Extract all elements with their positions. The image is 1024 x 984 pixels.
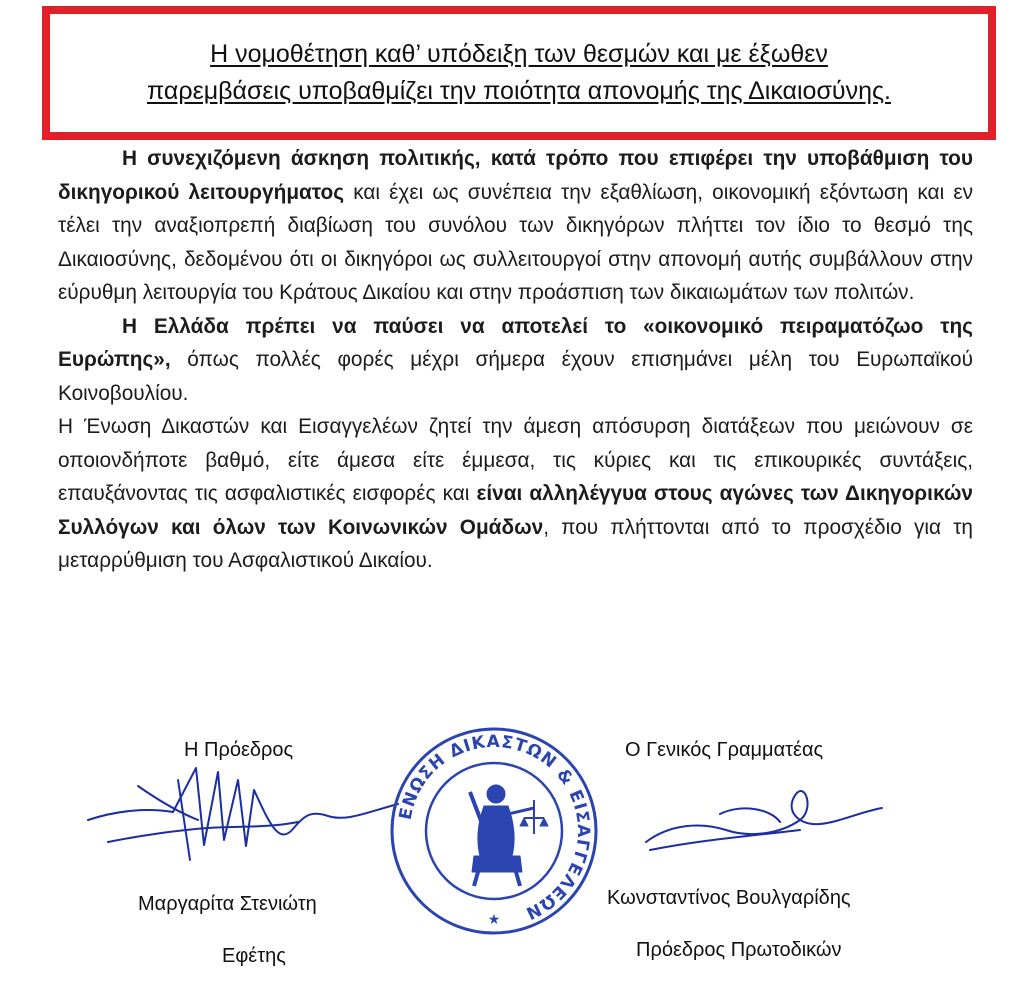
svg-text:★: ★ [487, 911, 501, 927]
paragraph-2-bold: Η Ελλάδα πρέπει να παύσει να αποτελεί το «οικονομικό πειραματόζωο της Ευρώπης», [58, 314, 973, 371]
right-signatory-role: Ο Γενικός Γραμματέας [625, 739, 824, 761]
paragraph-3-text-b: , που πλήττονται από το προσχέδιο για τη μεταρρύθμιση του Ασφαλιστικού Δικαίου. [58, 515, 973, 572]
headline-line-2: παρεμβάσεις υποβαθμίζει την ποιότητα απονομής της Δικαιοσύνης. [147, 77, 891, 105]
statement-body [58, 142, 973, 578]
left-signatory-role: Η Πρόεδρος [184, 739, 294, 761]
right-signatory-title: Πρόεδρος Πρωτοδικών [636, 939, 842, 961]
paragraph-3-bold: είναι αλληλέγγυα στους αγώνες των Δικηγορικών Συλλόγων και όλων των Κοινωνικών Ομάδων [58, 482, 973, 539]
headline [50, 14, 988, 110]
paragraph-2 [58, 310, 973, 411]
headline-frame [42, 6, 996, 140]
left-signatory-name: Μαργαρίτα Στενιώτη [138, 893, 317, 915]
right-signatory-name: Κωνσταντίνος Βουλγαρίδης [607, 887, 851, 909]
paragraph-3-text-a: Η Ένωση Δικαστών και Εισαγγελέων ζητεί την άμεση απόσυρση διατάξεων που μειώνουν σε οποιονδήποτε βαθμό, είτε άμεσα είτε έμμεσα, τις κύριες και τις επικουρικές συντάξεις, επαυξάνοντας τις ασφαλιστικές εισφορές και [58, 415, 973, 505]
paragraph-2-text: όπως πολλές φορές μέχρι σήμερα έχουν επισημάνει μέλη του Ευρωπαϊκού Κοινοβουλίου. [58, 348, 973, 405]
paragraph-1-text: και έχει ως συνέπεια την εξαθλίωση, οικονομική εξόντωση και εν τέλει την αναξιοπρεπή διαβίωση του συνόλου των δικηγόρων πλήττει τον ίδιο το θεσμό της Δικαιοσύνης, δεδομένου ότι οι δικηγόροι ως συλλειτουργοί στην απονομή αυτής συμβάλλουν στην εύρυθμη λειτουργία του Κράτους Δικαίου και στην προάσπιση των δικαιωμάτων των πολιτών. [58, 180, 974, 304]
left-signatory-title: Εφέτης [222, 945, 286, 967]
union-seal [388, 722, 600, 940]
right-signature [630, 764, 890, 864]
left-signature [78, 750, 408, 880]
headline-line-1: Η νομοθέτηση καθ’ υπόδειξη των θεσμών και με έξωθεν [210, 40, 828, 68]
paragraph-3 [58, 410, 973, 578]
paragraph-1 [58, 142, 973, 310]
paragraph-1-bold: Η συνεχιζόμενη άσκηση πολιτικής, κατά τρόπο που επιφέρει την υποβάθμιση του δικηγορικού λειτουργήματος [58, 147, 973, 204]
seal-lettering: ΕΝΩΣΗ ΔΙΚΑΣΤΩΝ & ΕΙΣΑΓΓΕΛΕΩΝ [395, 731, 594, 924]
